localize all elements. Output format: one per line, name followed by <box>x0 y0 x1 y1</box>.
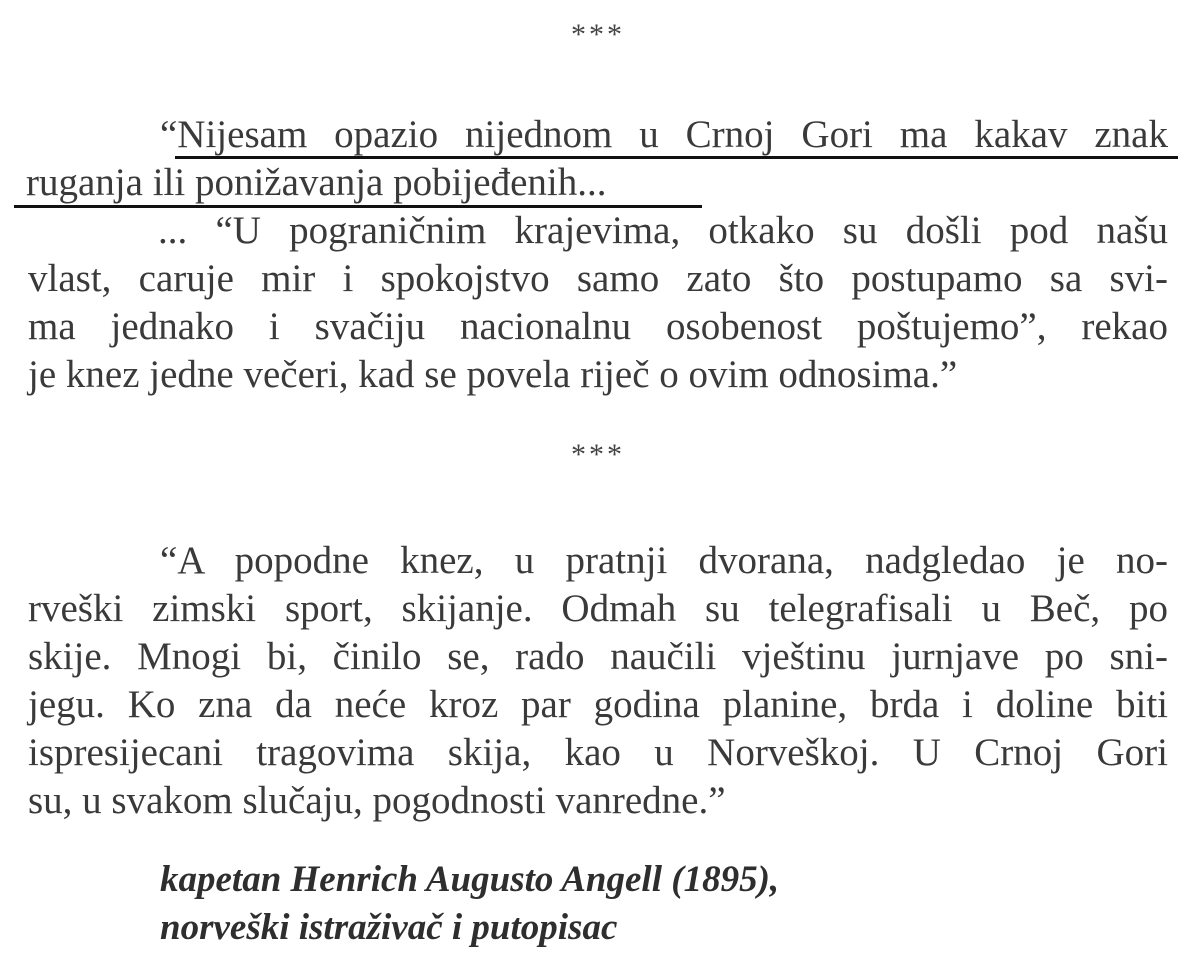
passage-2-line-3: skije. Mnogi bi, činilo se, rado naučili vještinu jurnjave po sni- <box>28 635 1168 678</box>
section-separator-middle: *** <box>571 438 625 471</box>
section-separator-top: *** <box>571 18 625 51</box>
passage-2-line-6: su, u svakom slučaju, pogodnosti vanredne.” <box>28 779 726 822</box>
passage-2-line-4: jegu. Ko zna da neće kroz par godina planine, brda i doline biti <box>28 683 1168 726</box>
passage-2-line-2: rveški zimski sport, skijanje. Odmah su telegrafisali u Beč, po <box>28 587 1168 630</box>
passage-1-line-3: ... “U pograničnim krajevima, otkako su došli pod našu <box>158 209 1168 252</box>
passage-1-line-2: ruganja ili ponižavanja pobijeđenih... <box>26 161 607 204</box>
passage-1-line-1: “Nijesam opazio nijednom u Crnoj Gori ma kakav znak <box>160 113 1168 156</box>
passage-1-line-6: je knez jedne večeri, kad se povela riječ o ovim odnosima.” <box>28 353 958 396</box>
passage-2-line-1: “A popodne knez, u pratnji dvorana, nadgledao je no- <box>160 539 1168 582</box>
attribution-author: kapetan Henrich Augusto Angell (1895), <box>160 859 780 900</box>
underline-mark-1 <box>175 156 1178 159</box>
passage-1-line-5: ma jednako i svačiju nacionalnu osobenost poštujemo”, rekao <box>28 305 1168 348</box>
passage-1-line-4: vlast, caruje mir i spokojstvo samo zato što postupamo sa svi- <box>28 257 1168 300</box>
passage-2-line-5: ispresijecani tragovima skija, kao u Norveškoj. U Crnoj Gori <box>28 731 1168 774</box>
attribution-description: norveški istraživač i putopisac <box>160 907 618 948</box>
